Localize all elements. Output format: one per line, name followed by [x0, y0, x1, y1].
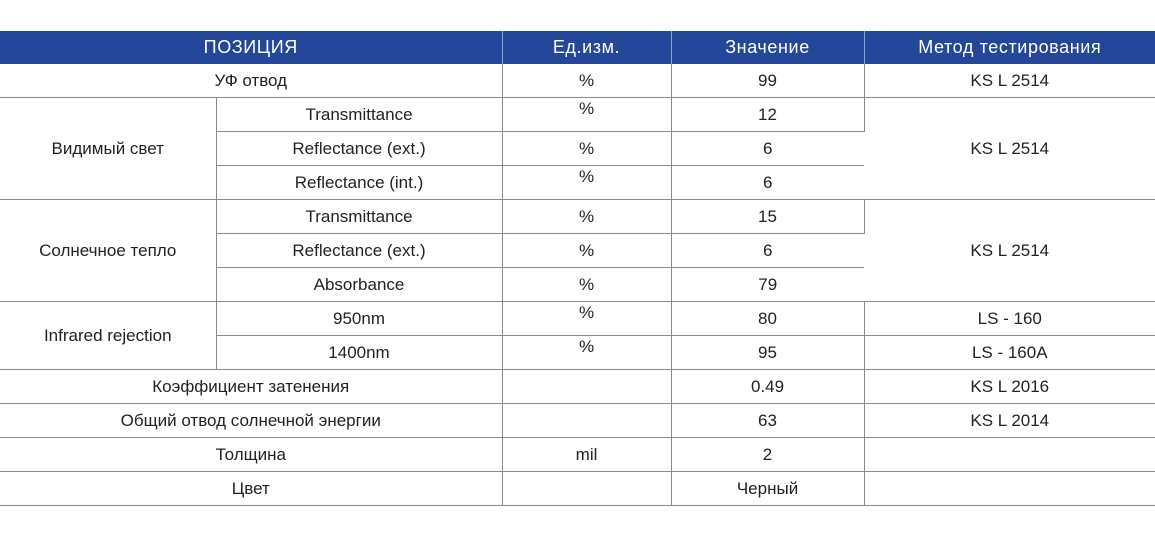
shading-method: KS L 2016	[864, 370, 1155, 404]
thickness-value: 2	[671, 438, 864, 472]
row-shading	[0, 370, 1155, 404]
row-solar-1	[0, 200, 1155, 234]
visible-item-name: Transmittance	[216, 98, 502, 132]
row-uv	[0, 64, 1155, 98]
solar-item-name: Reflectance (ext.)	[216, 234, 502, 268]
header-unit: Ед.изм.	[502, 31, 671, 64]
spec-table	[0, 31, 1155, 506]
row-thickness	[0, 438, 1155, 472]
visible-item-value: 12	[671, 98, 864, 132]
color-label: Цвет	[0, 472, 502, 506]
solar-item-unit: %	[502, 200, 671, 234]
solar-item-name: Transmittance	[216, 200, 502, 234]
infrared-item-unit: %	[578, 336, 595, 356]
visible-item-unit: %	[502, 132, 671, 166]
visible-method: KS L 2514	[864, 98, 1155, 200]
tser-value: 63	[671, 404, 864, 438]
solar-label: Солнечное тепло	[0, 200, 216, 302]
infrared-item-method: LS - 160	[864, 302, 1155, 336]
infrared-item-method: LS - 160A	[864, 336, 1155, 370]
tser-unit	[502, 404, 671, 438]
visible-item-value: 6	[671, 132, 864, 166]
header-row	[0, 31, 1155, 64]
thickness-label: Толщина	[0, 438, 502, 472]
row-visible-1	[0, 98, 1155, 132]
solar-item-name: Absorbance	[216, 268, 502, 302]
color-method	[864, 472, 1155, 506]
tser-label: Общий отвод солнечной энергии	[0, 404, 502, 438]
visible-item-unit: %	[578, 166, 595, 186]
thickness-method	[864, 438, 1155, 472]
tser-method: KS L 2014	[864, 404, 1155, 438]
solar-item-unit: %	[502, 234, 671, 268]
infrared-item-value: 80	[671, 302, 864, 336]
header-method: Метод тестирования	[864, 31, 1155, 64]
uv-label: УФ отвод	[0, 64, 502, 98]
visible-label: Видимый свет	[0, 98, 216, 200]
infrared-item-name: 950nm	[216, 302, 502, 336]
header-value: Значение	[671, 31, 864, 64]
visible-item-unit: %	[578, 98, 595, 118]
uv-unit: %	[502, 64, 671, 98]
infrared-item-name: 1400nm	[216, 336, 502, 370]
infrared-item-unit: %	[578, 302, 595, 322]
thickness-unit: mil	[502, 438, 671, 472]
shading-label: Коэффициент затенения	[0, 370, 502, 404]
shading-value: 0.49	[671, 370, 864, 404]
uv-value: 99	[671, 64, 864, 98]
visible-item-name: Reflectance (ext.)	[216, 132, 502, 166]
visible-item-value: 6	[671, 166, 864, 200]
header-position: ПОЗИЦИЯ	[0, 31, 502, 64]
solar-item-value: 6	[671, 234, 864, 268]
solar-item-unit: %	[502, 268, 671, 302]
solar-item-value: 15	[671, 200, 864, 234]
infrared-label: Infrared rejection	[0, 302, 216, 370]
uv-method: KS L 2514	[864, 64, 1155, 98]
shading-unit	[502, 370, 671, 404]
solar-method: KS L 2514	[864, 200, 1155, 302]
row-tser	[0, 404, 1155, 438]
row-color	[0, 472, 1155, 506]
color-unit	[502, 472, 671, 506]
color-value: Черный	[671, 472, 864, 506]
infrared-item-value: 95	[671, 336, 864, 370]
row-infrared-1	[0, 302, 1155, 336]
visible-item-name: Reflectance (int.)	[216, 166, 502, 200]
solar-item-value: 79	[671, 268, 864, 302]
